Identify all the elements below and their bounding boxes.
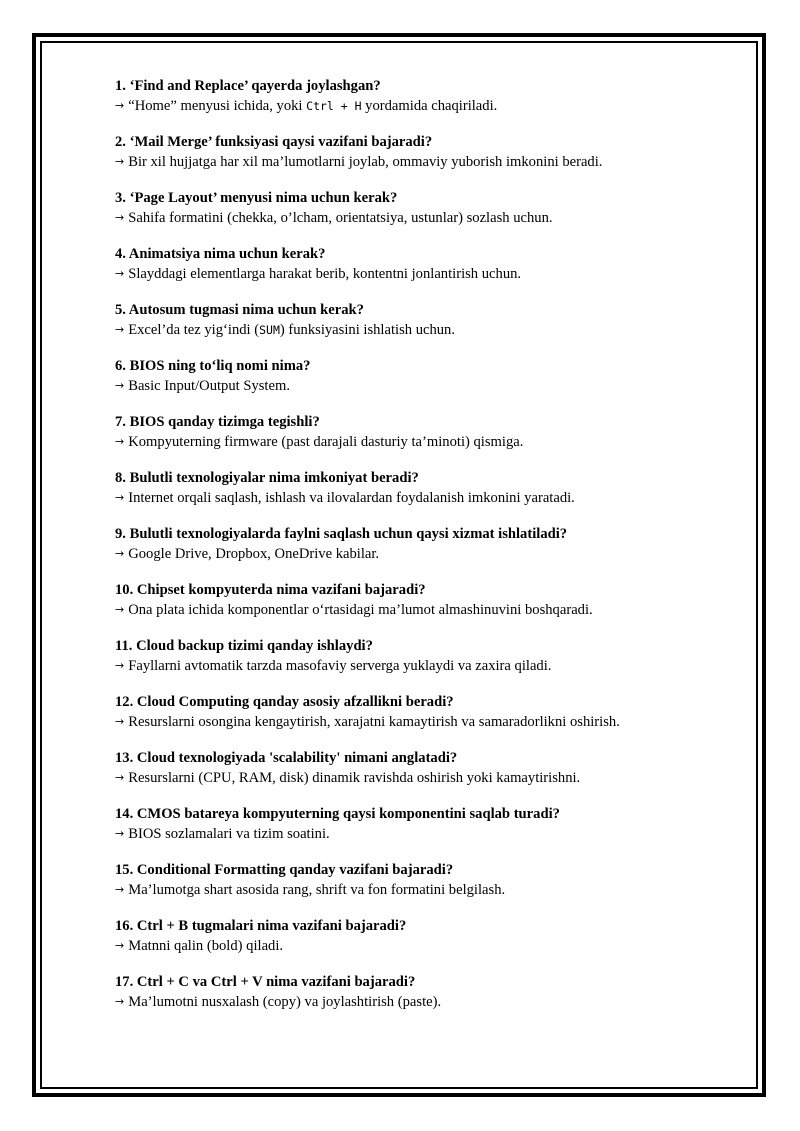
arrow-icon: → (115, 211, 125, 224)
question: 17. Ctrl + C va Ctrl + V nima vazifani bajaradi? (115, 974, 416, 990)
qa-item (115, 244, 735, 300)
arrow-icon: → (115, 155, 125, 168)
qa-item (115, 132, 735, 188)
qa-item (115, 412, 735, 468)
answer: → Slayddagi elementlarga harakat berib, kontentni jonlantirish uchun. (115, 266, 522, 282)
question: 13. Cloud texnologiyada 'scalability' nimani anglatadi? (115, 750, 458, 766)
question: 10. Chipset kompyuterda nima vazifani bajaradi? (115, 582, 426, 598)
answer: → BIOS sozlamalari va tizim soatini. (115, 826, 330, 842)
question: 6. BIOS ning to‘liq nomi nima? (115, 358, 311, 374)
arrow-icon: → (115, 491, 125, 504)
question: 7. BIOS qanday tizimga tegishli? (115, 414, 320, 430)
shortcut-code: Ctrl + H (306, 99, 362, 113)
answer: → Kompyuterning firmware (past darajali dasturiy ta’minoti) qismiga. (115, 434, 524, 450)
arrow-icon: → (115, 435, 125, 448)
answer: → Excel’da tez yig‘indi (SUM) funksiyasini ishlatish uchun. (115, 322, 456, 338)
question: 8. Bulutli texnologiyalar nima imkoniyat beradi? (115, 470, 419, 486)
question: 12. Cloud Computing qanday asosiy afzallikni beradi? (115, 694, 454, 710)
arrow-icon: → (115, 547, 125, 560)
arrow-icon: → (115, 827, 125, 840)
question: 11. Cloud backup tizimi qanday ishlaydi? (115, 638, 373, 654)
question: 2. ‘Mail Merge’ funksiyasi qaysi vazifani bajaradi? (115, 134, 433, 150)
arrow-icon: → (115, 883, 125, 896)
answer: → Ona plata ichida komponentlar o‘rtasidagi ma’lumot almashinuvini boshqaradi. (115, 602, 593, 618)
qa-item (115, 636, 735, 692)
question: 9. Bulutli texnologiyalarda faylni saqlash uchun qaysi xizmat ishlatiladi? (115, 526, 568, 542)
arrow-icon: → (115, 771, 125, 784)
qa-item (115, 580, 735, 636)
arrow-icon: → (115, 379, 125, 392)
function-code: SUM (259, 323, 280, 337)
answer: → “Home” menyusi ichida, yoki Ctrl + H yordamida chaqiriladi. (115, 98, 498, 114)
question: 14. CMOS batareya kompyuterning qaysi komponentini saqlab turadi? (115, 806, 560, 822)
arrow-icon: → (115, 939, 125, 952)
question: 4. Animatsiya nima uchun kerak? (115, 246, 326, 262)
arrow-icon: → (115, 323, 125, 336)
qa-item (115, 860, 735, 916)
answer: → Resurslarni (CPU, RAM, disk) dinamik ravishda oshirish yoki kamaytirishni. (115, 770, 581, 786)
qa-item (115, 524, 735, 580)
answer: → Fayllarni avtomatik tarzda masofaviy serverga yuklaydi va zaxira qiladi. (115, 658, 552, 674)
qa-item (115, 916, 735, 972)
answer: → Ma’lumotga shart asosida rang, shrift va fon formatini belgilash. (115, 882, 506, 898)
qa-item (115, 356, 735, 412)
answer: → Internet orqali saqlash, ishlash va ilovalardan foydalanish imkonini yaratadi. (115, 490, 575, 506)
answer: → Bir xil hujjatga har xil ma’lumotlarni joylab, ommaviy yuborish imkonini beradi. (115, 154, 603, 170)
qa-item (115, 76, 735, 132)
answer: → Basic Input/Output System. (115, 378, 290, 394)
qa-item (115, 972, 735, 1028)
qa-item (115, 748, 735, 804)
qa-item (115, 804, 735, 860)
qa-item (115, 300, 735, 356)
answer: → Ma’lumotni nusxalash (copy) va joylashtirish (paste). (115, 994, 442, 1010)
question: 3. ‘Page Layout’ menyusi nima uchun kerak? (115, 190, 398, 206)
arrow-icon: → (115, 659, 125, 672)
question: 15. Conditional Formatting qanday vazifani bajaradi? (115, 862, 454, 878)
arrow-icon: → (115, 995, 125, 1008)
arrow-icon: → (115, 603, 125, 616)
qa-item (115, 692, 735, 748)
question: 5. Autosum tugmasi nima uchun kerak? (115, 302, 364, 318)
answer: → Resurslarni osongina kengaytirish, xarajatni kamaytirish va samaradorlikni oshirish. (115, 714, 620, 730)
answer: → Google Drive, Dropbox, OneDrive kabilar. (115, 546, 380, 562)
answer: → Sahifa formatini (chekka, o’lcham, orientatsiya, ustunlar) sozlash uchun. (115, 210, 553, 226)
qa-list (115, 76, 735, 1028)
question: 16. Ctrl + B tugmalari nima vazifani bajaradi? (115, 918, 407, 934)
question: 1. ‘Find and Replace’ qayerda joylashgan? (115, 78, 381, 94)
qa-item (115, 188, 735, 244)
arrow-icon: → (115, 99, 125, 112)
arrow-icon: → (115, 715, 125, 728)
arrow-icon: → (115, 267, 125, 280)
answer: → Matnni qalin (bold) qiladi. (115, 938, 284, 954)
qa-item (115, 468, 735, 524)
